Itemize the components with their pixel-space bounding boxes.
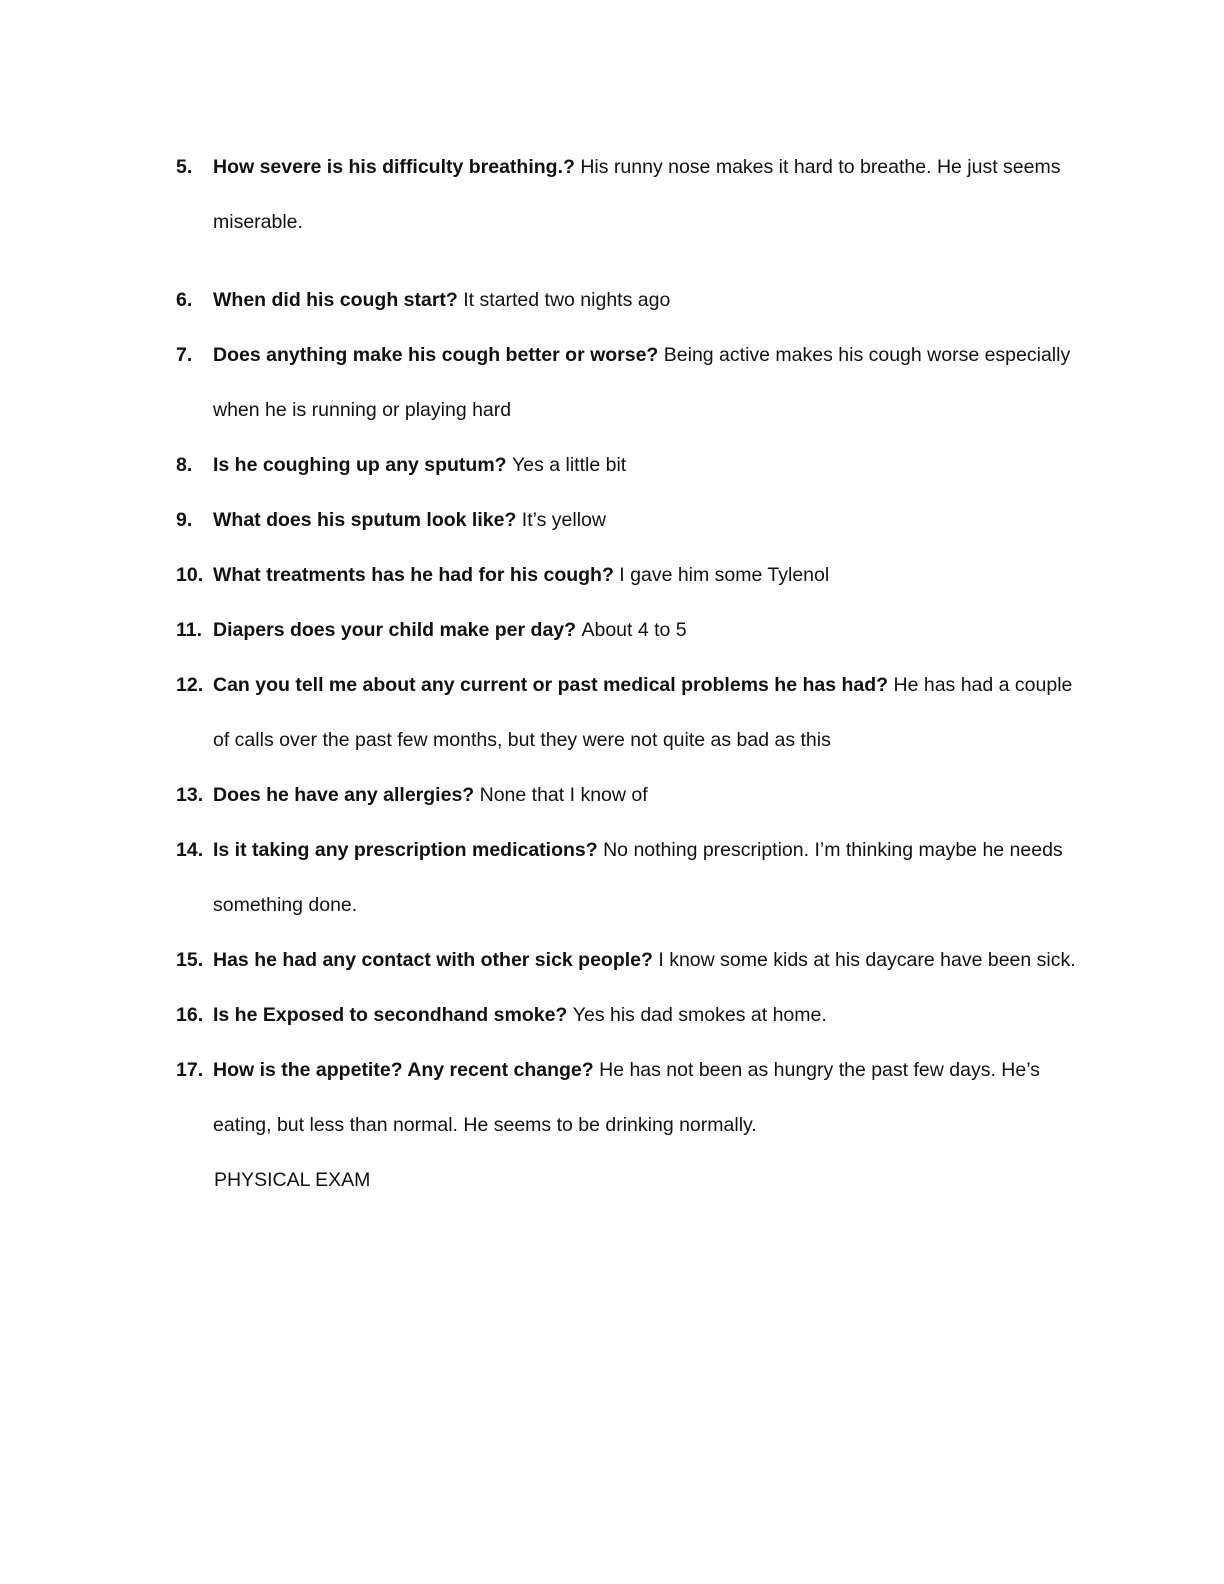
list-item [176,823,1076,933]
answer-text: I know some kids at his daycare have been sick. [658,949,1076,971]
question-text: Diapers does your child make per day? [213,619,582,641]
item-number: 11. [176,619,203,641]
list-item [176,493,1076,548]
item-number: 9. [176,509,193,531]
question-text: Has he had any contact with other sick people? [213,949,659,971]
list-item [176,273,1076,328]
qa-list [176,140,1076,1208]
item-number: 15. [176,949,204,971]
answer-text: His runny nose makes it hard to breathe. He just seems miserable. [213,156,1061,233]
list-item [176,548,1076,603]
answer-text: He has had a couple of calls over the past few months, but they were not quite as bad as this [213,674,1073,751]
list-item [176,658,1076,768]
list-item [176,140,1076,250]
list-item [176,1043,1076,1153]
list-item [176,438,1076,493]
item-number: 6. [176,289,193,311]
item-number: 8. [176,454,193,476]
question-text: Does anything make his cough better or worse? [213,344,664,366]
question-text: Can you tell me about any current or past medical problems he has had? [213,674,894,696]
item-number: 7. [176,344,193,366]
list-item [176,988,1076,1043]
question-text: What treatments has he had for his cough? [213,564,620,586]
answer-text: No nothing prescription. I’m thinking maybe he needs something done. [213,839,1063,916]
item-number: 13. [176,784,204,806]
answer-text: Being active makes his cough worse especially when he is running or playing hard [213,344,1071,421]
question-text: Is he coughing up any sputum? [213,454,513,476]
question-text: What does his sputum look like? [213,509,522,531]
question-text: How is the appetite? Any recent change? [213,1059,600,1081]
item-number: 17. [176,1059,204,1081]
question-text: Is it taking any prescription medications? [213,839,604,861]
item-number: 16. [176,1004,204,1026]
question-text: Is he Exposed to secondhand smoke? [213,1004,573,1026]
item-number: 12. [176,674,204,696]
list-item [176,328,1076,438]
answer-text: About 4 to 5 [581,619,687,641]
answer-text: I gave him some Tylenol [619,564,830,586]
list-item [176,933,1076,988]
answer-text: It started two nights ago [463,289,671,311]
answer-text: He has not been as hungry the past few days. He’s eating, but less than normal. He seems to be drinking normally. [213,1059,1040,1136]
item-number: 14. [176,839,204,861]
answer-text: Yes his dad smokes at home. [572,1004,827,1026]
list-item [176,603,1076,658]
question-text: Does he have any allergies? [213,784,480,806]
item-number: 5. [176,156,193,178]
answer-text: Yes a little bit [512,454,627,476]
list-item [176,768,1076,823]
question-text: When did his cough start? [213,289,464,311]
answer-text: None that I know of [479,784,648,806]
section-heading: PHYSICAL EXAM [214,1169,371,1191]
answer-text: It’s yellow [521,509,606,531]
question-text: How severe is his difficulty breathing.? [213,156,581,178]
item-number: 10. [176,564,204,586]
